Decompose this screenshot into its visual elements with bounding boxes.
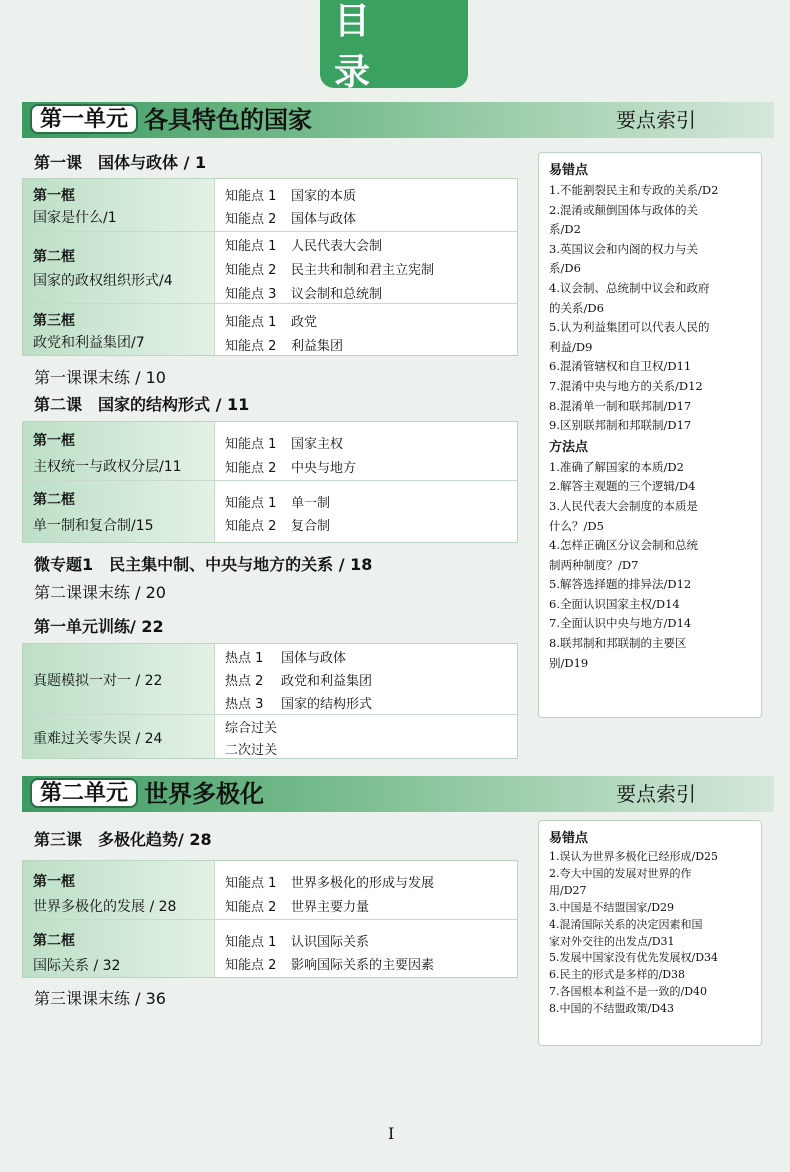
frame-name: 第二框 <box>33 933 75 949</box>
frame-sub: 政党和利益集团/7 <box>33 335 145 351</box>
lesson-frames-box <box>22 421 518 543</box>
index-item[interactable]: 5.解答选择题的排异法/D12 <box>549 577 692 592</box>
index-item[interactable]: 1.误认为世界多极化已经形成/D25 <box>549 850 719 863</box>
lesson-frames-box <box>22 178 518 356</box>
index-item[interactable]: 家对外交往的出发点/D31 <box>549 934 675 948</box>
unit-header-2 <box>22 776 774 812</box>
training-box <box>22 643 518 759</box>
training-row[interactable] <box>23 714 517 758</box>
index-item[interactable]: 制两种制度？/D7 <box>549 557 639 572</box>
lesson-review[interactable]: 第一课课末练 / 10 <box>34 368 166 387</box>
frame-sub: 单一制和复合制/15 <box>33 518 154 534</box>
frame-name: 第一框 <box>33 188 75 204</box>
frame-sub: 国际关系 / 32 <box>33 958 121 974</box>
page-title: 目 录 <box>320 0 468 88</box>
index-title: 要点索引 <box>616 108 696 132</box>
index-item[interactable]: 2.夸大中国的发展对世界的作 <box>549 866 692 880</box>
index-item[interactable]: 系/D6 <box>549 261 581 276</box>
index-item[interactable]: 8.混淆单一制和联邦制/D17 <box>549 398 692 413</box>
frame-sub: 主权统一与政权分层/11 <box>33 459 182 475</box>
index-item[interactable]: 6.混淆管辖权和自卫权/D11 <box>549 359 692 374</box>
index-item[interactable]: 5.认为利益集团可以代表人民的 <box>549 320 710 335</box>
knowledge-point[interactable]: 知能点 2 影响国际关系的主要因素 <box>225 958 435 973</box>
index-item[interactable]: 7.混淆中央与地方的关系/D12 <box>549 378 703 393</box>
index-item[interactable]: 1.不能割裂民主和专政的关系/D2 <box>549 183 719 197</box>
method-points-heading: 方法点 <box>549 439 589 455</box>
lesson-heading[interactable]: 第二课 国家的结构形式 / 11 <box>34 395 250 414</box>
index-item[interactable]: 的关系/D6 <box>549 300 604 315</box>
knowledge-point[interactable]: 知能点 2 民主共和制和君主立宪制 <box>225 263 435 278</box>
frame-row[interactable] <box>23 231 517 303</box>
knowledge-point[interactable]: 知能点 1 认识国际关系 <box>225 935 370 950</box>
index-item[interactable]: 2.解答主观题的三个逻辑/D4 <box>549 479 696 494</box>
frame-row[interactable] <box>23 422 517 480</box>
lesson-heading[interactable]: 第三课 多极化趋势/ 28 <box>34 830 212 849</box>
unit-title: 各具特色的国家 <box>144 106 312 134</box>
lesson-review[interactable]: 第三课课末练 / 36 <box>34 989 166 1008</box>
index-item[interactable]: 6.全面认识国家主权/D14 <box>549 596 680 611</box>
hot-point[interactable]: 热点 3 国家的结构形式 <box>225 697 373 712</box>
frame-name: 第二框 <box>33 249 75 265</box>
index-item[interactable]: 4.怎样正确区分议会制和总统 <box>549 538 698 553</box>
frame-row[interactable] <box>23 919 517 977</box>
frame-row[interactable] <box>23 303 517 355</box>
index-item[interactable]: 3.英国议会和内阁的权力与关 <box>549 241 698 256</box>
index-item[interactable]: 系/D2 <box>549 222 581 237</box>
index-item[interactable]: 6.民主的形式是多样的/D38 <box>549 968 686 982</box>
index-item[interactable]: 用/D27 <box>549 883 587 897</box>
frame-name: 第三框 <box>33 313 75 329</box>
index-item[interactable]: 利益/D9 <box>549 339 593 354</box>
frame-sub: 国家是什么/1 <box>33 210 117 226</box>
lesson-review[interactable]: 第二课课末练 / 20 <box>34 583 166 602</box>
index-item[interactable]: 7.全面认识中央与地方/D14 <box>549 616 692 631</box>
unit-label: 第二单元 <box>30 778 138 808</box>
index-item[interactable]: 8.中国的不结盟政策/D43 <box>549 1002 675 1016</box>
knowledge-point[interactable]: 知能点 1 国家的本质 <box>225 189 357 204</box>
lesson-heading[interactable]: 第一课 国体与政体 / 1 <box>34 153 207 172</box>
unit-title: 世界多极化 <box>144 780 264 808</box>
unit-header-1 <box>22 102 774 138</box>
index-item[interactable]: 4.混淆国际关系的决定因素和国 <box>549 917 703 931</box>
index-item[interactable]: 4.议会制、总统制中议会和政府 <box>549 280 710 295</box>
knowledge-point[interactable]: 知能点 2 复合制 <box>225 519 331 534</box>
index-item[interactable]: 1.准确了解国家的本质/D2 <box>549 459 684 474</box>
frame-name: 第二框 <box>33 492 75 508</box>
index-item[interactable]: 2.混淆或颠倒国体与政体的关 <box>549 202 698 217</box>
knowledge-point[interactable]: 知能点 2 利益集团 <box>225 339 344 354</box>
knowledge-point[interactable]: 知能点 2 世界主要力量 <box>225 900 370 915</box>
index-item[interactable]: 8.联邦制和邦联制的主要区 <box>549 636 687 651</box>
lesson-frames-box <box>22 860 518 978</box>
index-item[interactable]: 7.各国根本利益不是一致的/D40 <box>549 985 708 999</box>
training-sub: 重难过关零失误 / 24 <box>33 731 163 747</box>
index-item[interactable]: 5.发展中国家没有优先发展权/D34 <box>549 951 719 965</box>
review-item[interactable]: 综合过关 <box>225 721 278 736</box>
index-item[interactable]: 别/D19 <box>549 655 589 670</box>
knowledge-point[interactable]: 知能点 2 国体与政体 <box>225 212 357 227</box>
frame-name: 第一框 <box>33 874 75 890</box>
knowledge-point[interactable]: 知能点 1 人民代表大会制 <box>225 239 383 254</box>
index-title: 要点索引 <box>616 782 696 806</box>
index-item[interactable]: 9.区别联邦制和邦联制/D17 <box>549 418 692 433</box>
knowledge-point[interactable]: 知能点 1 世界多极化的形成与发展 <box>225 876 435 891</box>
frame-sub: 世界多极化的发展 / 28 <box>33 899 177 915</box>
frame-row[interactable] <box>23 179 517 231</box>
error-points-heading: 易错点 <box>549 163 589 178</box>
error-points-heading: 易错点 <box>549 831 589 846</box>
frame-sub: 国家的政权组织形式/4 <box>33 273 173 289</box>
unit-training-heading[interactable]: 第一单元训练/ 22 <box>34 617 164 636</box>
index-item[interactable]: 什么？/D5 <box>549 518 604 533</box>
frame-row[interactable] <box>23 480 517 542</box>
index-item[interactable]: 3.人民代表大会制度的本质是 <box>549 498 698 513</box>
hot-point[interactable]: 热点 2 政党和利益集团 <box>225 674 373 689</box>
training-row[interactable] <box>23 644 517 714</box>
knowledge-point[interactable]: 知能点 2 中央与地方 <box>225 461 357 476</box>
knowledge-point[interactable]: 知能点 1 国家主权 <box>225 437 344 452</box>
key-point-index <box>538 152 762 718</box>
hot-point[interactable]: 热点 1 国体与政体 <box>225 651 347 666</box>
index-item[interactable]: 3.中国是不结盟国家/D29 <box>549 900 675 914</box>
key-point-index <box>538 820 762 1046</box>
special-topic[interactable]: 微专题1 民主集中制、中央与地方的关系 / 18 <box>34 555 373 574</box>
knowledge-point[interactable]: 知能点 1 单一制 <box>225 496 331 511</box>
review-item[interactable]: 二次过关 <box>225 743 278 758</box>
training-sub: 真题模拟一对一 / 22 <box>33 673 163 689</box>
frame-name: 第一框 <box>33 433 75 449</box>
unit-label: 第一单元 <box>30 104 138 134</box>
knowledge-point[interactable]: 知能点 1 政党 <box>225 315 318 330</box>
page-number: I <box>388 1124 395 1143</box>
knowledge-point[interactable]: 知能点 3 议会制和总统制 <box>225 287 383 302</box>
frame-row[interactable] <box>23 861 517 919</box>
